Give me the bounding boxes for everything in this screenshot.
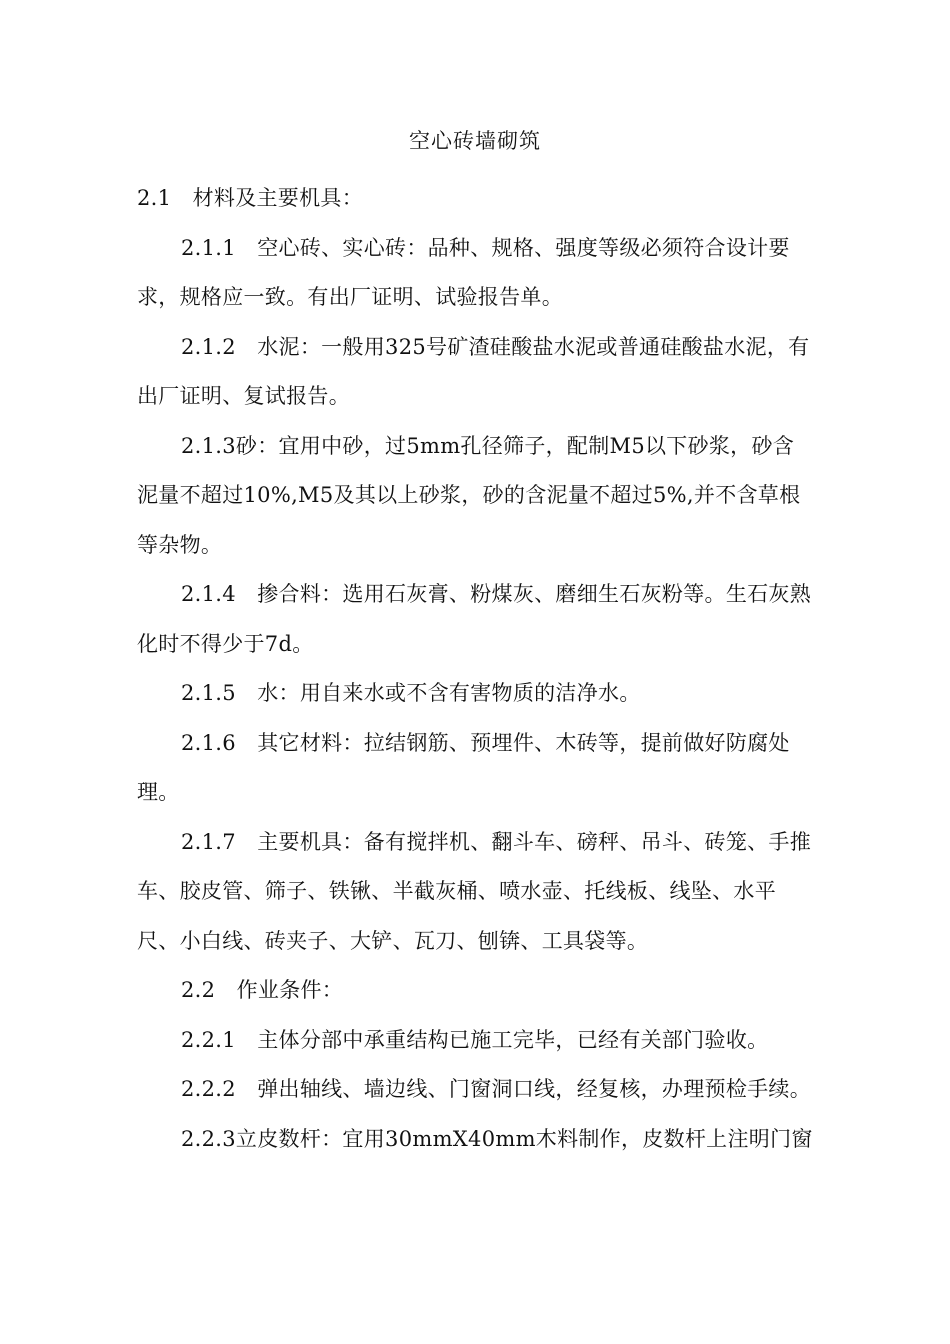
- paragraph-2-1-3: 2.1.3砂：宜用中砂，过5mm孔径筛子，配制M5以下砂浆，砂含泥量不超过10%,M5及其以上砂浆，砂的含泥量不超过5%,并不含草根等杂物。: [137, 433, 801, 557]
- section-heading-2-2: 2.2 作业条件：: [181, 978, 344, 1002]
- paragraph-2-2-1: 2.2.1 主体分部中承重结构已施工完毕，已经有关部门验收。: [181, 1027, 769, 1052]
- paragraph-2-2-3: 2.2.3立皮数杆：宜用30mmX40mm木料制作，皮数杆上注明门窗: [181, 1126, 813, 1151]
- paragraph-2-2-2: 2.2.2 弹出轴线、墙边线、门窗洞口线，经复核，办理预检手续。: [181, 1077, 812, 1101]
- document-body: [137, 174, 813, 1164]
- paragraph-2-1-2: 2.1.2 水泥：一般用325号矿渣硅酸盐水泥或普通硅酸盐水泥，有出厂证明、复试报告。: [137, 334, 810, 408]
- paragraph-2-1-6: 2.1.6 其它材料：拉结钢筋、预埋件、木砖等，提前做好防腐处理。: [137, 730, 790, 804]
- paragraph-2-1-5: 2.1.5 水：用自来水或不含有害物质的洁净水。: [181, 681, 641, 705]
- paragraph-2-1-1: 2.1.1 空心砖、实心砖：品种、规格、强度等级必须符合设计要求，规格应一致。有出厂证明、试验报告单。: [137, 235, 790, 309]
- paragraph-2-1-4: 2.1.4 掺合料：选用石灰膏、粉煤灰、磨细生石灰粉等。生石灰熟化时不得少于7d。: [137, 582, 812, 656]
- section-heading-2-1: 2.1 材料及主要机具：: [137, 186, 363, 210]
- paragraph-2-1-7: 2.1.7 主要机具：备有搅拌机、翻斗车、磅秤、吊斗、砖笼、手推车、胶皮管、筛子、铁锹、半截灰桶、喷水壶、托线板、线坠、水平尺、小白线、砖夹子、大铲、瓦刀、刨锛、工具袋等。: [137, 829, 812, 953]
- document-title: 空心砖墙砌筑: [409, 129, 541, 153]
